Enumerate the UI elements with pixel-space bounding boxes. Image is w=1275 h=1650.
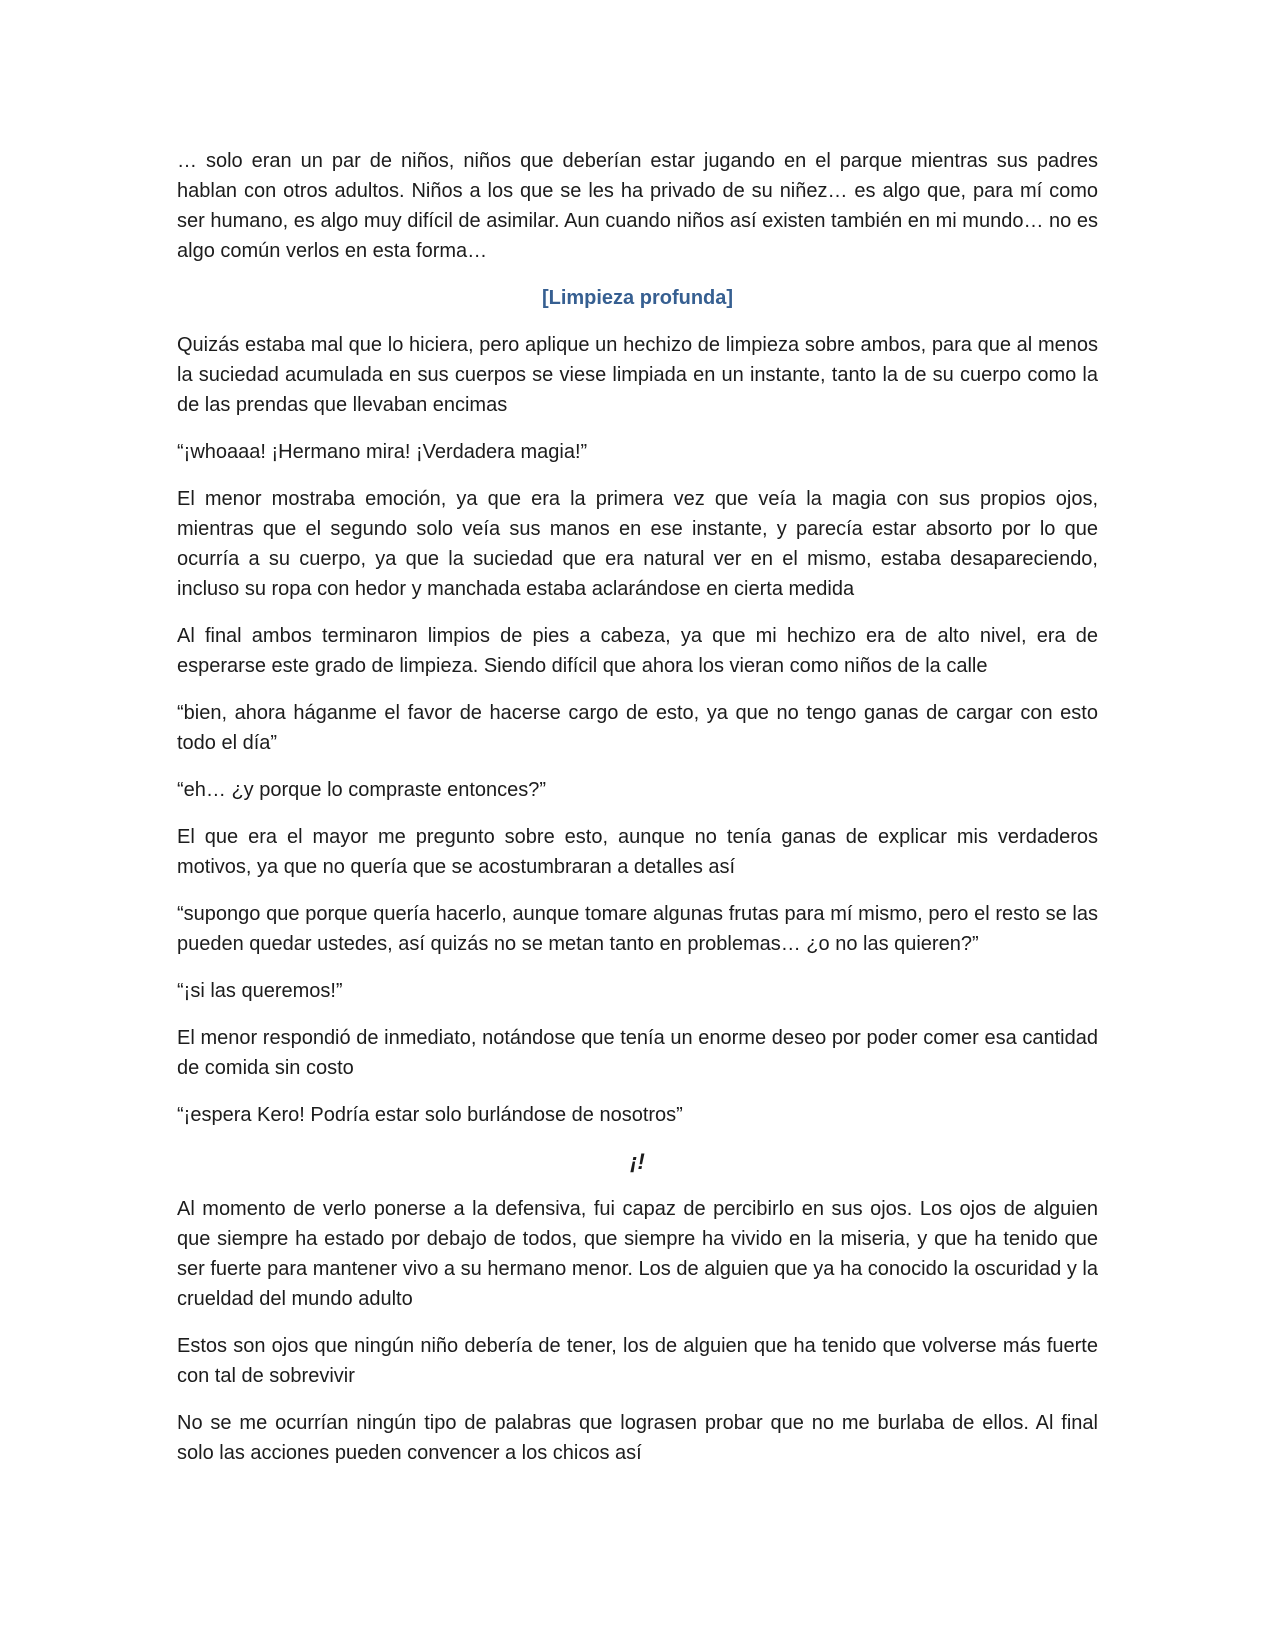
document-page [177, 146, 1098, 1485]
paragraph-6: “bien, ahora háganme el favor de hacerse cargo de esto, ya que no tengo ganas de cargar con esto todo el día” [177, 702, 1098, 754]
paragraph-2: Quizás estaba mal que lo hiciera, pero aplique un hechizo de limpieza sobre ambos, para que al menos la suciedad acumulada en sus cuerpos se viese limpiada en un instante, tanto la de su cuerpo como la de las prendas que llevaban encimas [177, 334, 1098, 416]
paragraph-14: Estos son ojos que ningún niño debería de tener, los de alguien que ha tenido que volverse más fuerte con tal de sobrevivir [177, 1335, 1098, 1387]
paragraph-11: El menor respondió de inmediato, notándose que tenía un enorme deseo por poder comer esa cantidad de comida sin costo [177, 1027, 1098, 1079]
paragraph-10: “¡si las queremos!” [177, 980, 343, 1002]
scene-separator: ¡! [630, 1149, 645, 1174]
paragraph-9: “supongo que porque quería hacerlo, aunque tomare algunas frutas para mí mismo, pero el resto se las pueden quedar ustedes, así quizás no se metan tanto en problemas… ¿o no las quieren?” [177, 903, 1098, 955]
paragraph-5: Al final ambos terminaron limpios de pies a cabeza, ya que mi hechizo era de alto nivel, era de esperarse este grado de limpieza. Siendo difícil que ahora los vieran como niños de la calle [177, 625, 1098, 677]
paragraph-15: No se me ocurrían ningún tipo de palabras que lograsen probar que no me burlaba de ellos. Al final solo las acciones pueden convencer a los chicos así [177, 1412, 1098, 1464]
paragraph-4: El menor mostraba emoción, ya que era la primera vez que veía la magia con sus propios ojos, mientras que el segundo solo veía sus manos en ese instante, y parecía estar absorto por lo que ocurría a su cuerpo, ya que la suciedad que era natural ver en el mismo, estaba desapareciendo, incluso su ropa con hedor y manchada estaba aclarándose en cierta medida [177, 488, 1098, 600]
paragraph-8: El que era el mayor me pregunto sobre esto, aunque no tenía ganas de explicar mis verdaderos motivos, ya que no quería que se acostumbraran a detalles así [177, 826, 1098, 878]
paragraph-13: Al momento de verlo ponerse a la defensiva, fui capaz de percibirlo en sus ojos. Los ojos de alguien que siempre ha estado por debajo de todos, que siempre ha vivido en la miseria, y que ha tenido que ser fuerte para mantener vivo a su hermano menor. Los de alguien que ya ha conocido la oscuridad y la crueldad del mundo adulto [177, 1198, 1098, 1310]
paragraph-12: “¡espera Kero! Podría estar solo burlándose de nosotros” [177, 1104, 683, 1126]
section-heading: [Limpieza profunda] [541, 287, 734, 309]
paragraph-7: “eh… ¿y porque lo compraste entonces?” [177, 779, 547, 801]
paragraph-3: “¡whoaaa! ¡Hermano mira! ¡Verdadera magia!” [177, 441, 588, 463]
paragraph-1: … solo eran un par de niños, niños que deberían estar jugando en el parque mientras sus padres hablan con otros adultos. Niños a los que se les ha privado de su niñez… es algo que, para mí como ser humano, es algo muy difícil de asimilar. Aun cuando niños así existen también en mi mundo… no es algo común verlos en esta forma… [177, 150, 1098, 262]
